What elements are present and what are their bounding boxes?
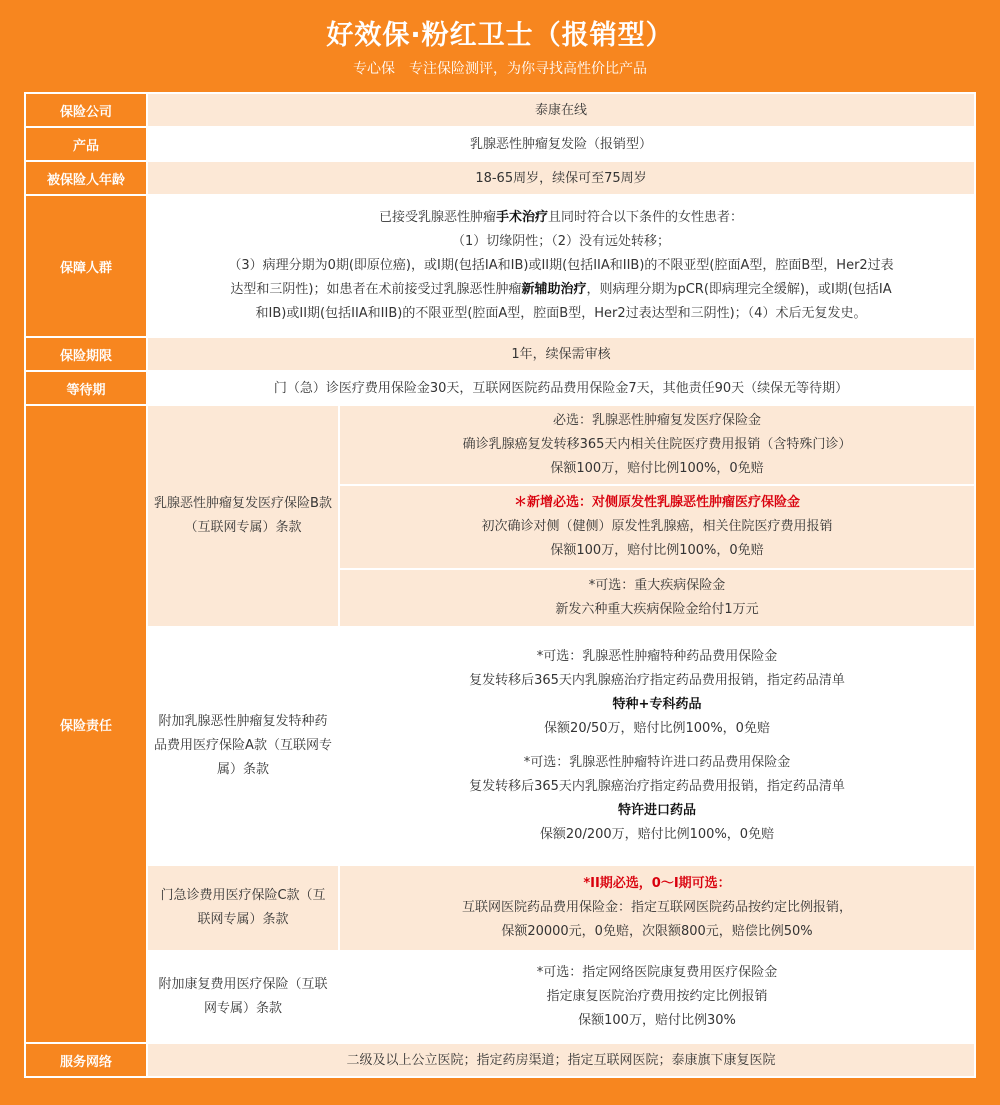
coverage-line: 指定康复医院治疗费用按约定比例报销 (546, 989, 768, 1004)
text: ，则病理分期为pCR(即病理完全缓解)，或I期(包括IA (586, 282, 892, 297)
page-subtitle: 专心保 专注保险测评，为你寻找高性价比产品 (353, 61, 647, 77)
group-line: 和IB)或II期(包括IIA和IIB)的不限亚型(腔面A型，腔面B型，Her2过表达型和三阴性)；（4）术后无复发史。 (255, 306, 867, 321)
coverage-line: 复发转移后365天内乳腺癌治疗指定药品费用报销，指定药品清单 (469, 779, 845, 794)
spacer (346, 741, 968, 751)
coverage-cell (339, 865, 975, 951)
row-label: 产品 (25, 127, 147, 161)
row-liability-c (25, 865, 975, 951)
row-value: 乳腺恶性肿瘤复发险（报销型） (147, 127, 975, 161)
coverage-line: 初次确诊对侧（健侧）原发性乳腺癌，相关住院医疗费用报销 (481, 519, 833, 534)
coverage-line: 保额20/200万，赔付比例100%，0免赔 (539, 827, 775, 842)
row-label: 等待期 (25, 371, 147, 405)
insurance-table (24, 92, 976, 1078)
coverage-line: 确诊乳腺癌复发转移365天内相关住院医疗费用报销（含特殊门诊） (462, 437, 852, 452)
row-product (25, 127, 975, 161)
coverage-cell (339, 569, 975, 627)
row-value: 二级及以上公立医院；指定药房渠道；指定互联网医院；泰康旗下康复医院 (147, 1043, 975, 1077)
row-label: 被保险人年龄 (25, 161, 147, 195)
row-liability-b1 (25, 405, 975, 485)
coverage-line: *可选：乳腺恶性肿瘤特许进口药品费用保险金 (523, 755, 791, 770)
text: 已接受乳腺恶性肿瘤 (378, 210, 496, 225)
row-value (147, 195, 975, 337)
clause-b-name: 乳腺恶性肿瘤复发医疗保险B款（互联网专属）条款 (147, 405, 339, 627)
page-title: 好效保·粉红卫士（报销型） (326, 20, 674, 51)
coverage-bold: 特许进口药品 (617, 803, 696, 818)
row-period (25, 337, 975, 371)
row-network (25, 1043, 975, 1077)
row-value: 门（急）诊医疗费用保险金30天，互联网医院药品费用保险金7天，其他责任90天（续保无等待期） (147, 371, 975, 405)
group-line (154, 206, 968, 230)
row-value: 1年，续保需审核 (147, 337, 975, 371)
row-group (25, 195, 975, 337)
row-liability-a (25, 627, 975, 865)
header (0, 0, 1000, 92)
emphasis: 手术治疗 (495, 210, 548, 225)
coverage-line: *可选：重大疾病保险金 (588, 578, 726, 593)
row-waiting (25, 371, 975, 405)
coverage-line: 互联网医院药品费用保险金：指定互联网医院药品按约定比例报销， (461, 900, 852, 915)
row-age (25, 161, 975, 195)
coverage-line: 必选：乳腺恶性肿瘤复发医疗保险金 (552, 413, 761, 428)
coverage-line: 保额20/50万，赔付比例100%，0免赔 (544, 721, 770, 736)
clause-rehab-name: 附加康复费用医疗保险（互联网专属）条款 (147, 951, 339, 1043)
clause-a-name: 附加乳腺恶性肿瘤复发特种药品费用医疗保险A款（互联网专属）条款 (147, 627, 339, 865)
row-company (25, 93, 975, 127)
row-label: 保险期限 (25, 337, 147, 371)
coverage-line: 新发六种重大疾病保险金给付1万元 (555, 602, 759, 617)
coverage-line: 保额20000元，0免赔，次限额800元，赔偿比例50% (501, 924, 813, 939)
emphasis: 新辅助治疗 (521, 282, 587, 297)
coverage-bold: 特种+专科药品 (612, 697, 702, 712)
coverage-line: 保额100万，赔付比例100%，0免赔 (550, 543, 764, 558)
coverage-title-red: ＊新增必选：对侧原发性乳腺恶性肿瘤医疗保险金 (513, 495, 800, 510)
text: 达型和三阴性)；如患者在术前接受过乳腺恶性肿瘤 (230, 282, 522, 297)
coverage-title-red: *II期必选，0～I期可选： (583, 876, 731, 891)
row-liability-rehab (25, 951, 975, 1043)
coverage-cell (339, 405, 975, 485)
coverage-line: 保额100万，赔付比例30% (578, 1013, 736, 1028)
coverage-line: 保额100万，赔付比例100%，0免赔 (550, 461, 764, 476)
coverage-line: *可选：指定网络医院康复费用医疗保险金 (536, 965, 778, 980)
group-line (154, 278, 968, 302)
row-label: 保险责任 (25, 405, 147, 1043)
row-label: 服务网络 (25, 1043, 147, 1077)
coverage-line: *可选：乳腺恶性肿瘤特种药品费用保险金 (536, 649, 778, 664)
text: 且同时符合以下条件的女性患者： (548, 210, 744, 225)
group-line: （3）病理分期为0期(即原位癌)，或I期(包括IA和IB)或II期(包括IIA和IIB)的不限亚型(腔面A型，腔面B型，Her2过表 (228, 258, 894, 273)
coverage-cell (339, 951, 975, 1043)
coverage-cell (339, 485, 975, 569)
row-value: 18-65周岁，续保可至75周岁 (147, 161, 975, 195)
group-line: （1）切缘阴性；（2）没有远处转移； (451, 234, 671, 249)
row-label: 保险公司 (25, 93, 147, 127)
coverage-cell (339, 627, 975, 865)
clause-c-name: 门急诊费用医疗保险C款（互联网专属）条款 (147, 865, 339, 951)
row-value: 泰康在线 (147, 93, 975, 127)
coverage-line: 复发转移后365天内乳腺癌治疗指定药品费用报销，指定药品清单 (469, 673, 845, 688)
row-label: 保障人群 (25, 195, 147, 337)
